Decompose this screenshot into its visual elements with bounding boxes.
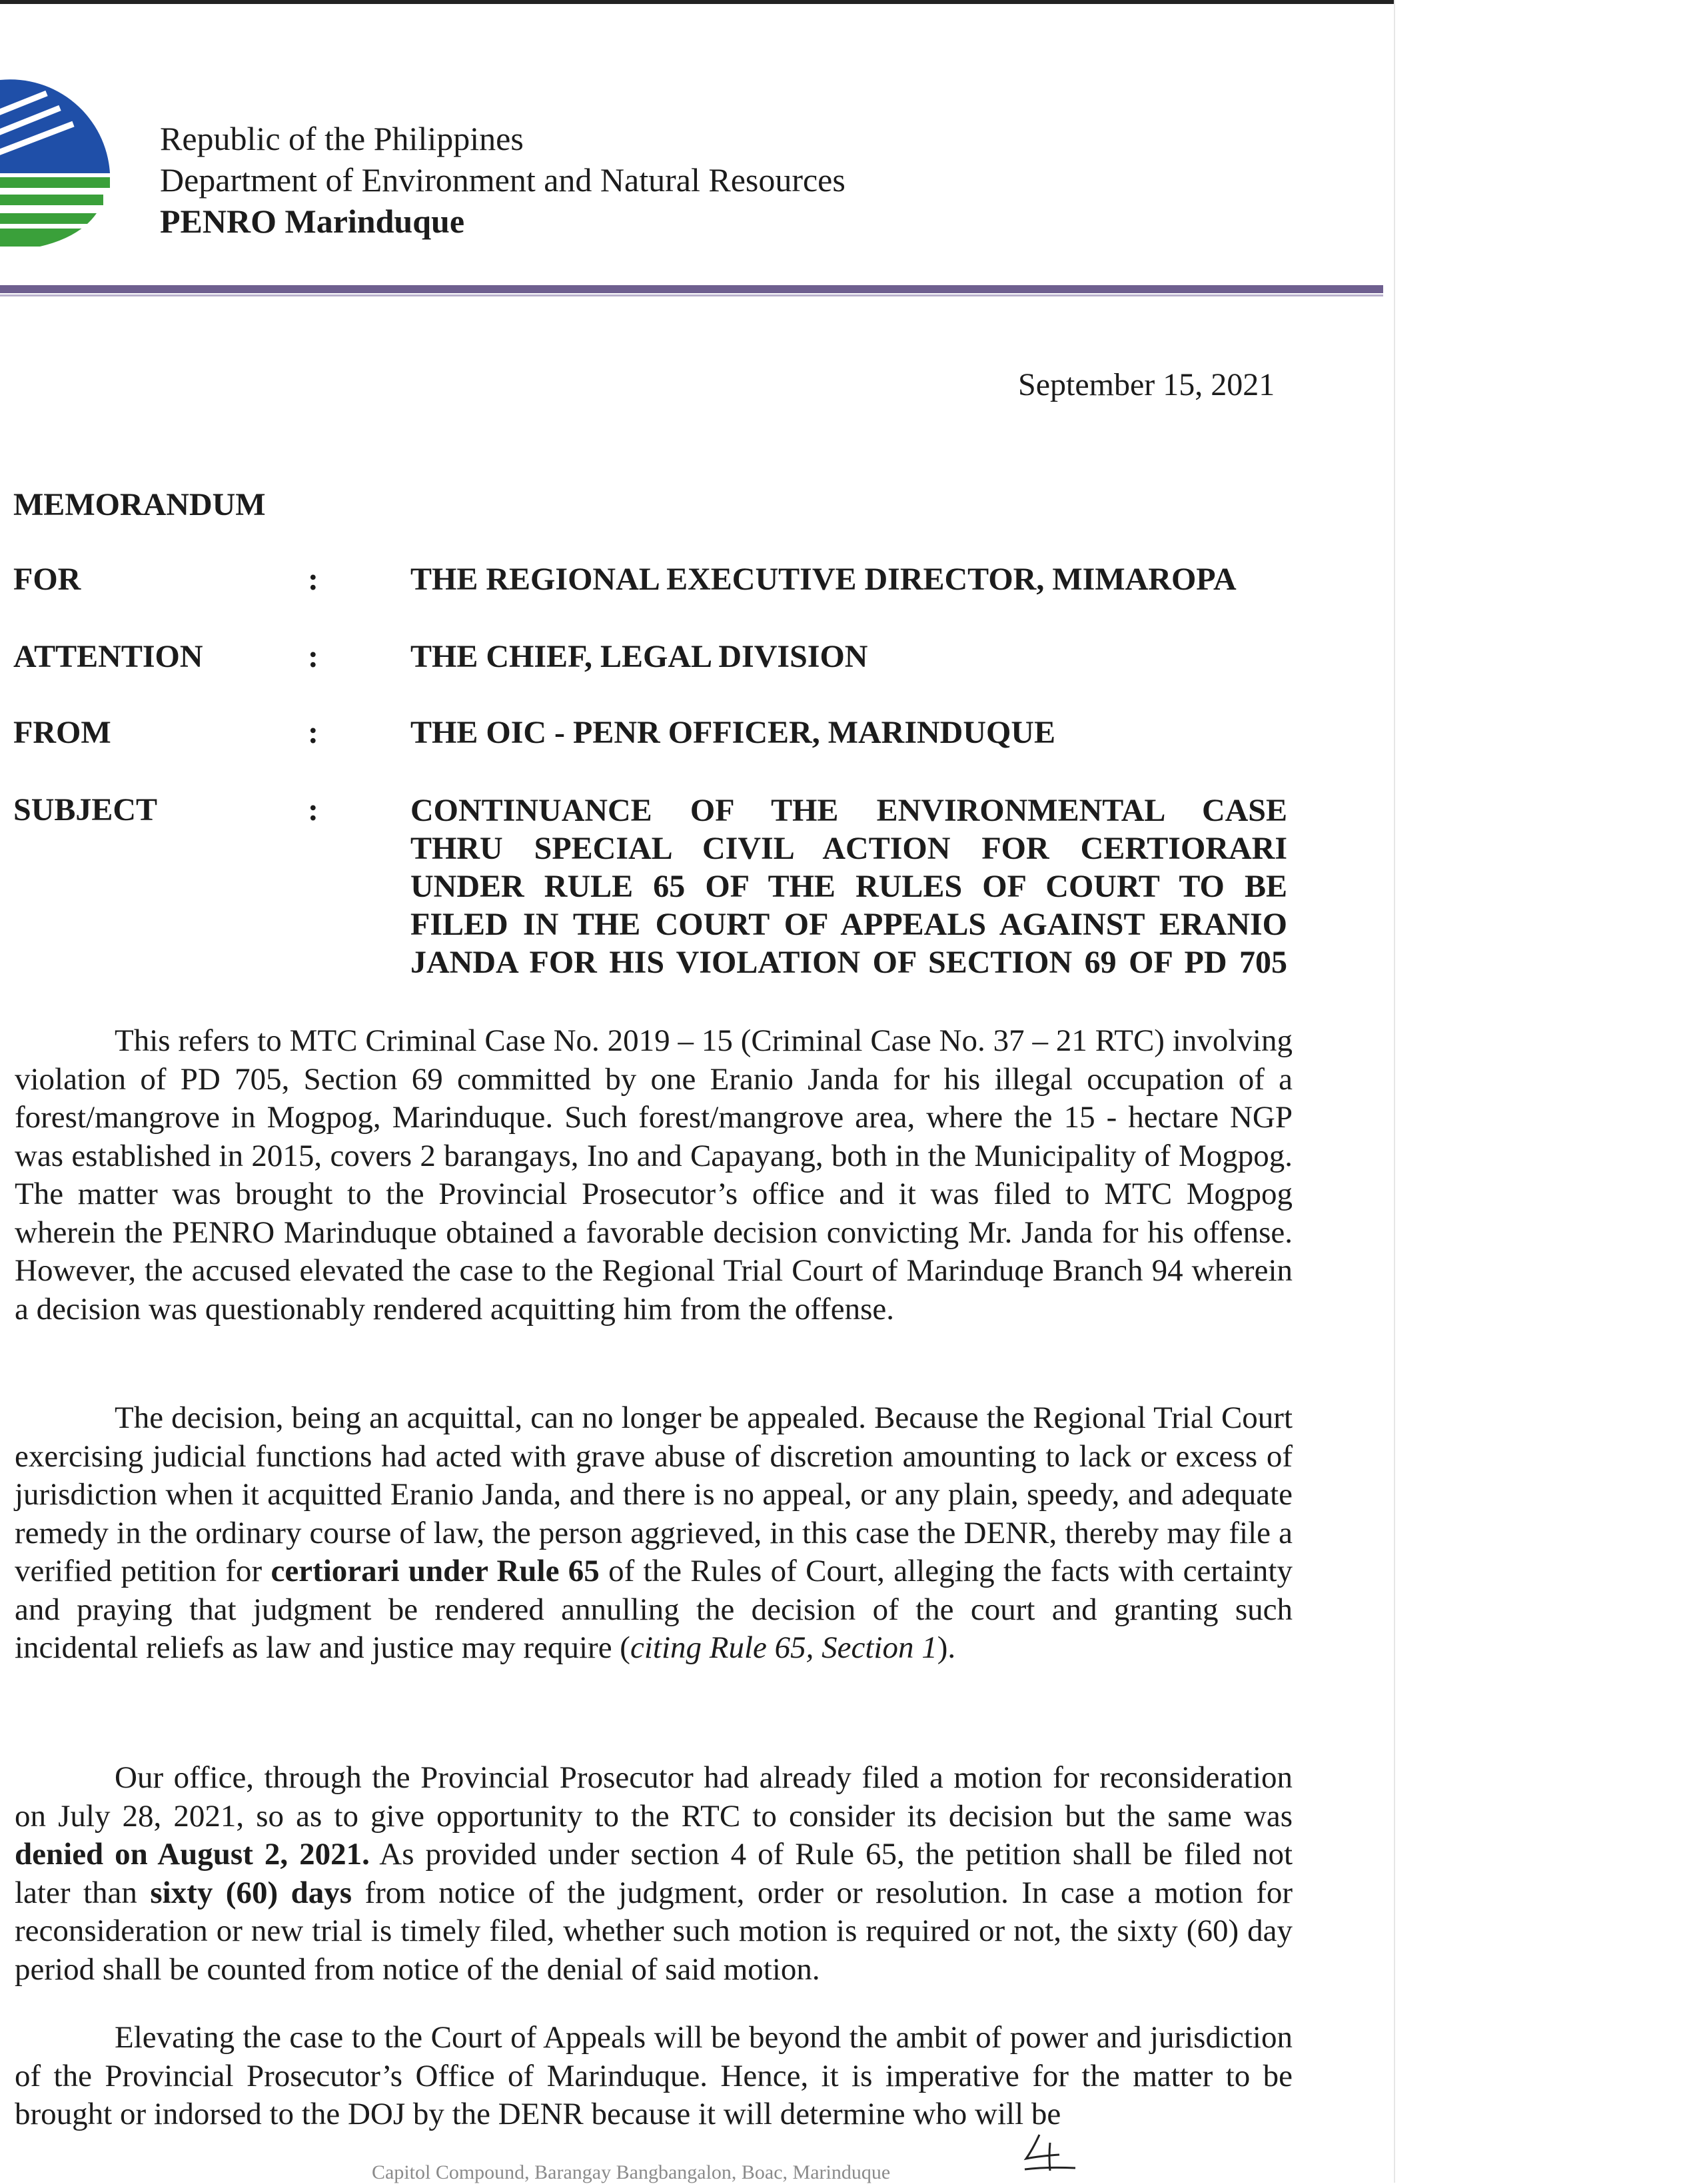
handwritten-initials <box>1019 2129 1079 2176</box>
for-colon: : <box>308 562 318 597</box>
subject-line: FILED IN THE COURT OF APPEALS AGAINST ERANIO <box>410 907 1287 942</box>
for-label: FOR <box>13 562 81 597</box>
from-value: THE OIC - PENR OFFICER, MARINDUQUE <box>410 715 1056 750</box>
from-colon: : <box>308 715 318 750</box>
memo-date: September 15, 2021 <box>1018 367 1275 402</box>
header-department: Department of Environment and Natural Resources <box>160 161 845 199</box>
header-divider <box>0 285 1383 293</box>
bold-text-run: certiorari under Rule 65 <box>271 1554 600 1588</box>
subject-colon: : <box>308 792 318 827</box>
text-run: As provided under section 4 of Rule 65, the petition shall be filed not later than <box>15 1837 1293 1910</box>
subject-line: THRU SPECIAL CIVIL ACTION FOR CERTIORARI <box>410 831 1287 866</box>
subject-line: CONTINUANCE OF THE ENVIRONMENTAL CASE <box>410 793 1287 828</box>
bold-text-run: denied on August 2, 2021. <box>15 1837 370 1872</box>
subject-line: JANDA FOR HIS VIOLATION OF SECTION 69 OF PD 705 <box>410 945 1287 980</box>
attention-label: ATTENTION <box>13 639 203 674</box>
text-run: ). <box>937 1630 956 1665</box>
bold-text-run: sixty (60) days <box>150 1875 352 1910</box>
body-paragraph-1: This refers to MTC Criminal Case No. 2019 – 15 (Criminal Case No. 37 – 21 RTC) involving violation of PD 705, Section 69 committed by one Eranio Janda for his illegal occupation of a forest/mangrove in Mogpog, Marinduque. Such forest/mangrove area, where the 15 - hectare NGP was established in 2015, covers 2 barangays, Ino and Capayang, both in the Municipality of Mogpog. The matter was brought to the Provincial Prosecutor’s office and it was filed to MTC Mogpog wherein the PENRO Marinduque obtained a favorable decision convicting Mr. Janda for his offense. However, the accused elevated the case to the Regional Trial Court of Marinduqe Branch 94 wherein a decision was questionably rendered acquitting him from the offense. <box>15 1023 1293 1327</box>
memo-title: MEMORANDUM <box>13 487 266 522</box>
italic-citation: citing Rule 65, Section 1 <box>630 1630 937 1665</box>
subject-value <box>410 792 1287 981</box>
attention-value: THE CHIEF, LEGAL DIVISION <box>410 639 868 674</box>
body-paragraph-3 <box>15 1759 1293 1989</box>
scan-margin <box>1394 0 1683 2183</box>
denr-logo <box>0 67 120 267</box>
attention-colon: : <box>308 639 318 674</box>
text-run: Our office, through the Provincial Prosecutor had already filed a motion for reconsideration on July 28, 2021, so as to give opportunity to the RTC to consider its decision but the same was <box>15 1760 1293 1834</box>
subject-label: SUBJECT <box>13 792 158 827</box>
footer-address: Capitol Compound, Barangay Bangbangalon, Boac, Marinduque <box>372 2161 891 2183</box>
body-paragraph-4: Elevating the case to the Court of Appeals will be beyond the ambit of power and jurisdiction of the Provincial Prosecutor’s Office of Marinduque. Hence, it is imperative for the matter to be brought or indorsed to the DOJ by the DENR because it will determine who will be <box>15 2020 1293 2131</box>
subject-line: UNDER RULE 65 OF THE RULES OF COURT TO BE <box>410 869 1287 904</box>
for-value: THE REGIONAL EXECUTIVE DIRECTOR, MIMAROPA <box>410 562 1237 597</box>
text-run: of the Rules of Court, alleging the facts with certainty and praying that judgment be rendered annulling the decision of the court and granting such incidental reliefs as law and justice may require ( <box>15 1554 1293 1665</box>
text-run: from notice of the judgment, order or resolution. In case a motion for reconsideration or new trial is timely filed, whether such motion is required or not, the sixty (60) day period shall be counted from notice of the denial of said motion. <box>15 1875 1293 1987</box>
from-label: FROM <box>13 715 111 750</box>
body-paragraph-2 <box>15 1399 1293 1668</box>
text-run: The decision, being an acquittal, can no longer be appealed. Because the Regional Trial Court exercising judicial functions had acted with grave abuse of discretion amounting to lack or excess of jurisdiction when it acquitted Eranio Janda, and there is no appeal, or any plain, speedy, and adequate remedy in the ordinary course of law, the person aggrieved, in this case the DENR, thereby may file a verified petition for <box>15 1400 1293 1588</box>
header-office: PENRO Marinduque <box>160 203 465 240</box>
header-divider-shadow <box>0 294 1383 296</box>
header-republic: Republic of the Philippines <box>160 120 524 157</box>
